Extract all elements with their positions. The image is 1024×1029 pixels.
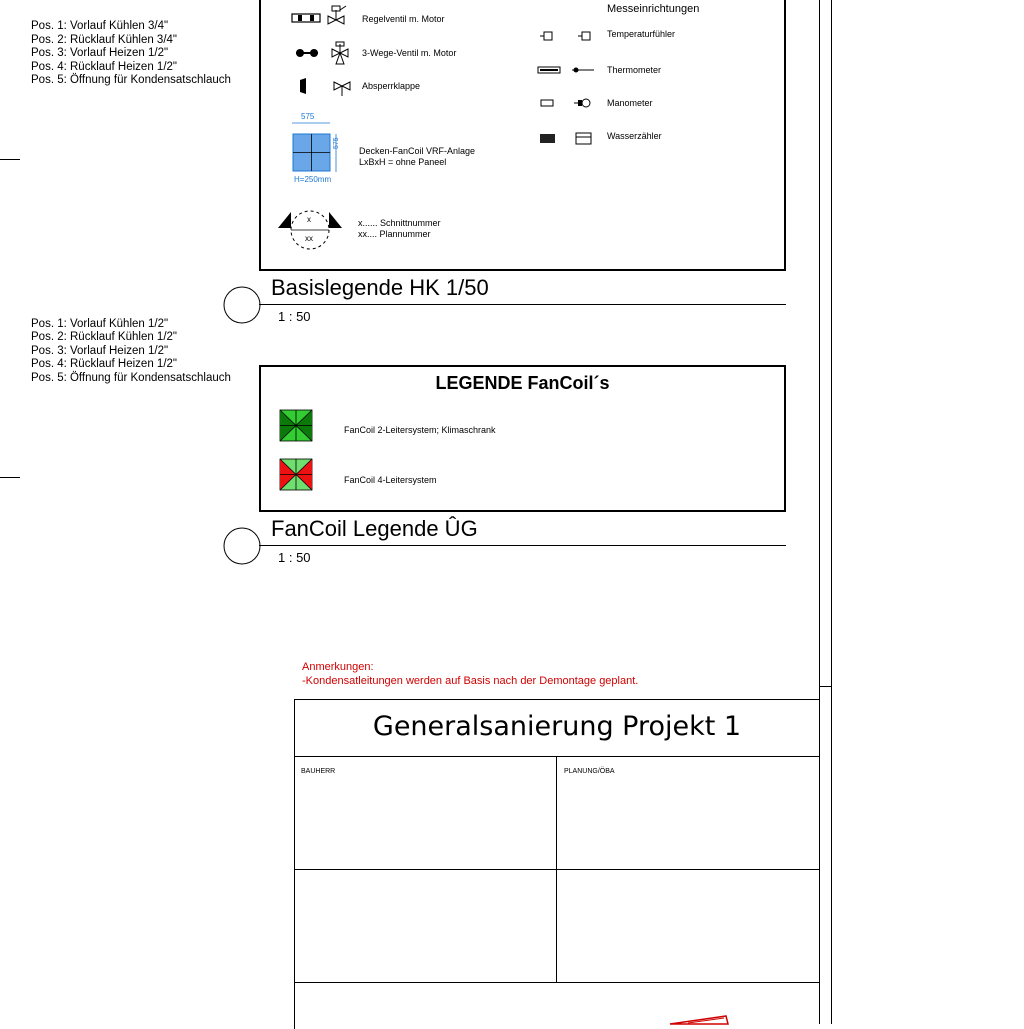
position-item: Pos. 5: Öffnung für Kondensatschlauch [31, 372, 231, 384]
planning-label: PLANUNG/ÖBA [564, 768, 615, 775]
section-marker-top: x [307, 215, 311, 224]
notes-text: -Kondensatleitungen werden auf Basis nach der Demontage geplant. [302, 675, 639, 687]
view-title-underline [259, 545, 786, 546]
water-meter-icon [538, 129, 598, 147]
sheet-border-right-outer [831, 0, 832, 1024]
view-title-marker [223, 527, 263, 567]
butterfly-valve-icon [296, 76, 356, 98]
thermometer-icon [536, 63, 598, 77]
title-block-divider [556, 756, 557, 982]
position-item: Pos. 3: Vorlauf Heizen 1/2" [31, 345, 169, 357]
section-marker-icon [276, 206, 346, 254]
valve-label: Absperrklappe [362, 81, 421, 91]
view-scale: 1 : 50 [278, 309, 311, 324]
manometer-icon [538, 96, 598, 110]
position-item: Pos. 4: Rücklauf Heizen 1/2" [31, 358, 177, 370]
valve-label: Regelventil m. Motor [362, 14, 445, 24]
measuring-heading: Messeinrichtungen [607, 3, 700, 15]
view-scale: 1 : 50 [278, 550, 311, 565]
title-block-extension [819, 686, 831, 687]
fancoil-dim-top: 575 [301, 112, 315, 121]
control-valve-motor-icon [290, 6, 350, 32]
view-title-underline [259, 304, 786, 305]
title-block-divider [294, 982, 819, 983]
measuring-label: Manometer [607, 98, 653, 108]
fancoil-legend-label: FanCoil 2-Leitersystem; Klimaschrank [344, 425, 496, 435]
fancoil-dim-side: 575 [333, 137, 340, 149]
fancoil-label: Decken-FanCoil VRF-Anlage [359, 146, 476, 156]
fancoil-4-pipe-icon [279, 458, 315, 492]
notes-heading: Anmerkungen: [302, 661, 374, 673]
left-edge-line [0, 477, 20, 478]
position-item: Pos. 2: Rücklauf Kühlen 1/2" [31, 331, 178, 343]
position-item: Pos. 4: Rücklauf Heizen 1/2" [31, 61, 177, 73]
view-title: Basislegende HK 1/50 [271, 275, 489, 300]
measuring-label: Wasserzähler [607, 131, 662, 141]
sheet-border-right [819, 0, 820, 1024]
fancoil-label: LxBxH = ohne Paneel [359, 157, 447, 167]
left-edge-line [0, 159, 20, 160]
position-item: Pos. 1: Vorlauf Kühlen 3/4" [31, 20, 169, 32]
ceiling-fancoil-icon [288, 120, 350, 180]
view-title: FanCoil Legende ÛG [271, 516, 478, 541]
project-title: Generalsanierung Projekt 1 [372, 711, 742, 742]
client-label: BAUHERR [301, 768, 336, 775]
section-marker-bottom: xx [305, 234, 313, 243]
three-way-valve-motor-icon [294, 42, 354, 70]
temperature-sensor-icon [538, 29, 598, 43]
position-item: Pos. 2: Rücklauf Kühlen 3/4" [31, 34, 178, 46]
measuring-label: Thermometer [607, 65, 662, 75]
section-label: x...... Schnittnummer [358, 218, 441, 228]
view-title-marker [223, 286, 263, 326]
position-item: Pos. 3: Vorlauf Heizen 1/2" [31, 47, 169, 59]
fancoil-legend-label: FanCoil 4-Leitersystem [344, 475, 437, 485]
logo-fragment-icon [668, 1014, 730, 1024]
fancoil-legend-title: LEGENDE FanCoil´s [435, 373, 610, 393]
measuring-label: Temperaturfühler [607, 29, 676, 39]
position-item: Pos. 1: Vorlauf Kühlen 1/2" [31, 318, 169, 330]
position-item: Pos. 5: Öffnung für Kondensatschlauch [31, 74, 231, 86]
valve-label: 3-Wege-Ventil m. Motor [362, 48, 457, 58]
fancoil-2-pipe-icon [279, 409, 315, 443]
fancoil-height: H=250mm [294, 175, 332, 184]
section-label: xx.... Plannummer [358, 229, 431, 239]
